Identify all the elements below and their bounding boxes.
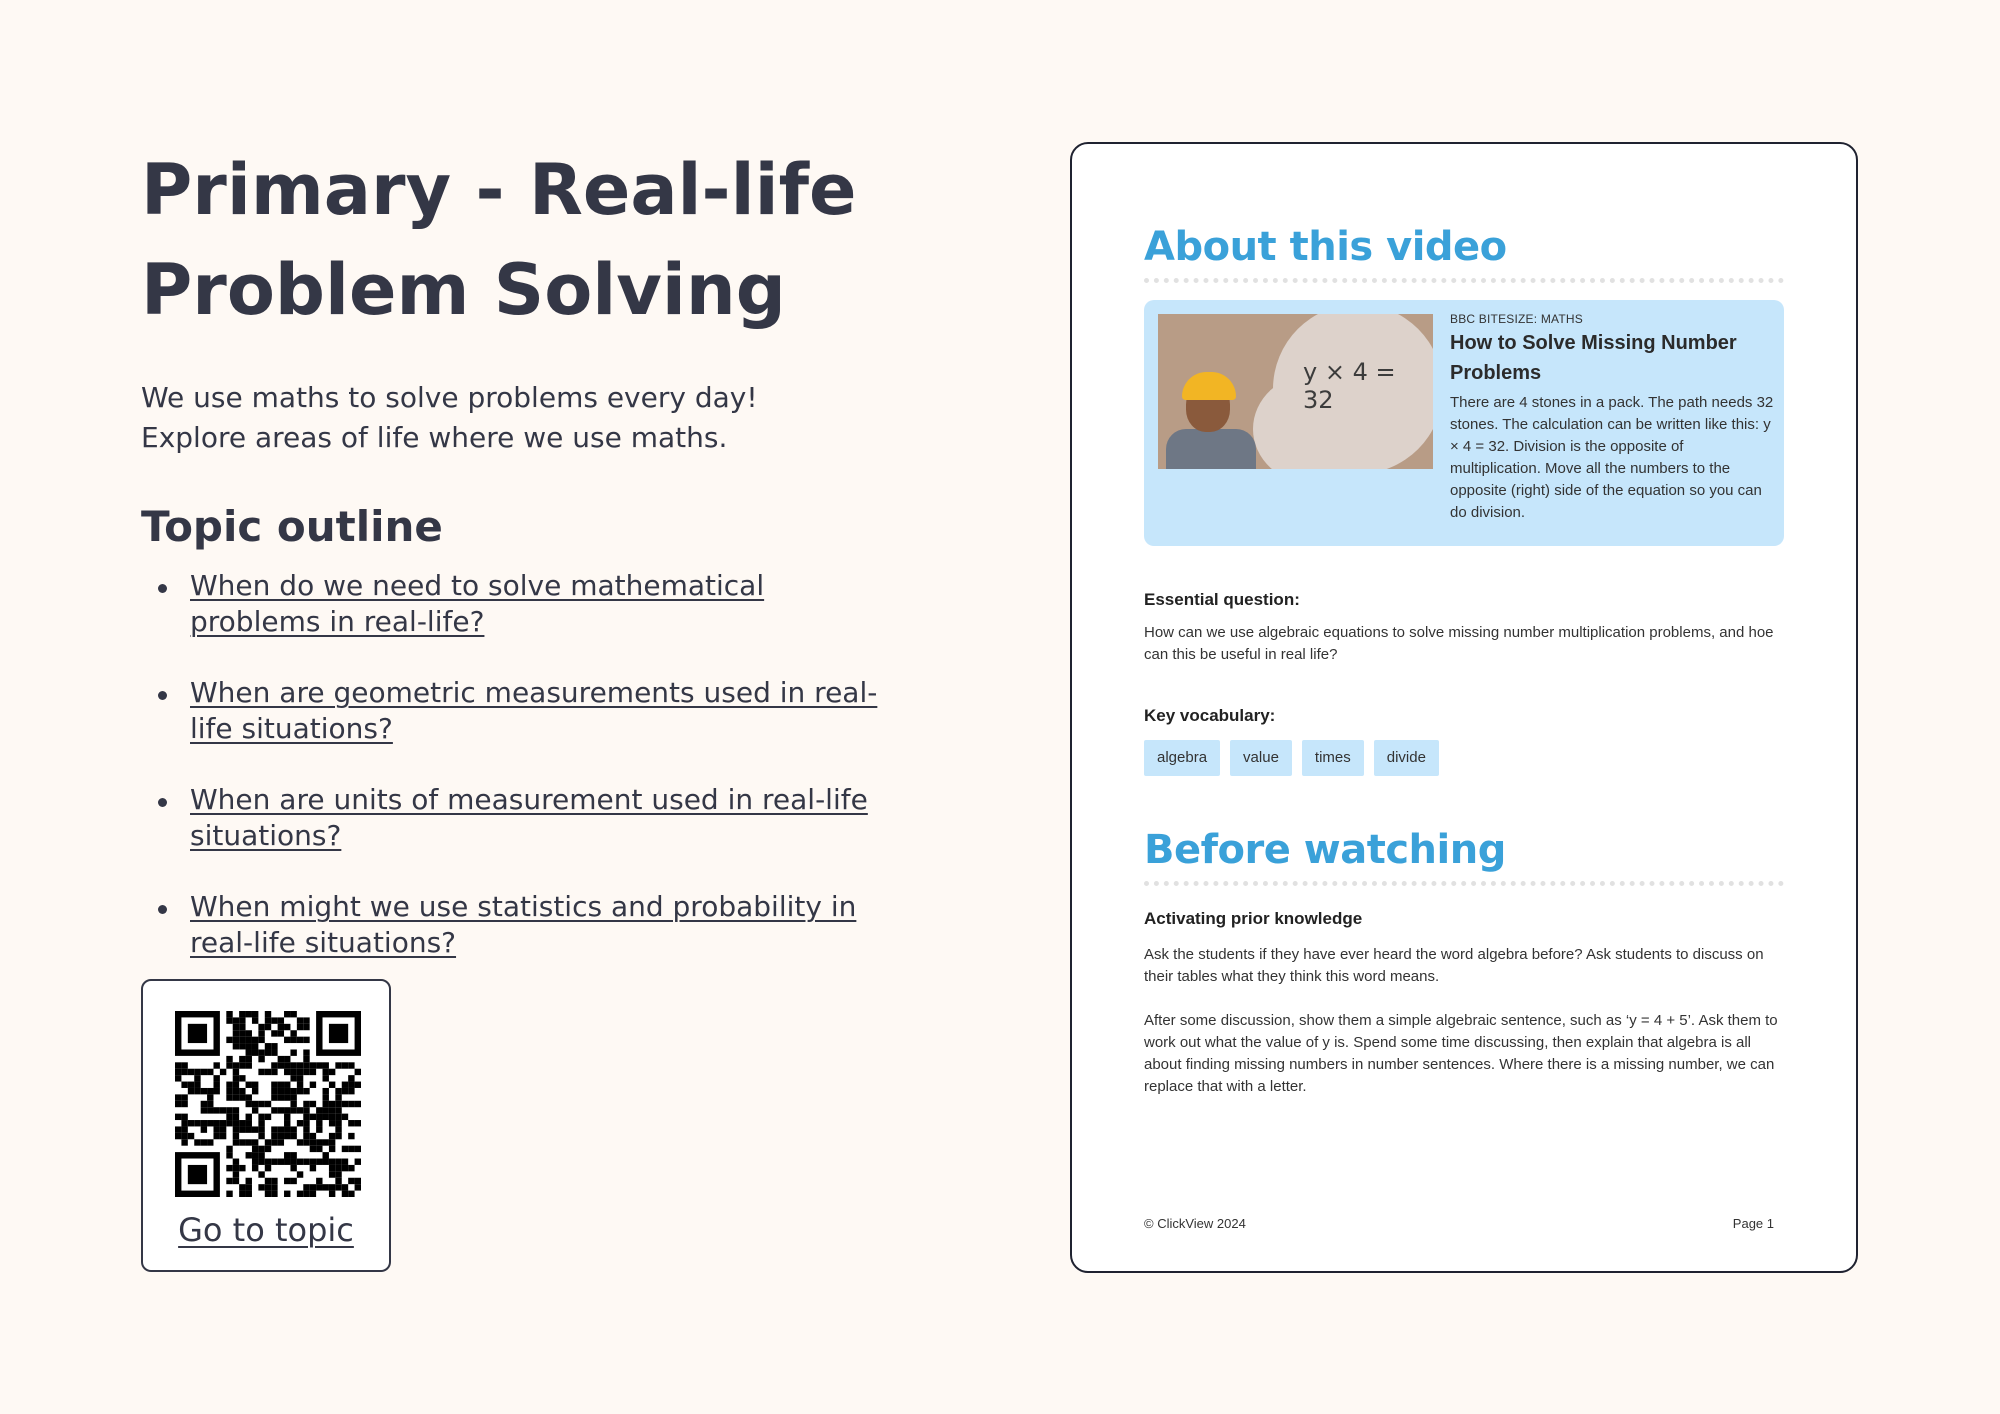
outline-link[interactable]: When might we use statistics and probability in real-life situations? (190, 890, 857, 959)
topic-outline-heading: Topic outline (141, 502, 443, 551)
outline-link[interactable]: When do we need to solve mathematical problems in real-life? (190, 569, 765, 638)
before-watching-heading: Before watching (1144, 827, 1506, 873)
intro-text: We use maths to solve problems every day! Explore areas of life where we use maths. (141, 381, 758, 454)
bullet-icon (158, 584, 167, 593)
qr-card[interactable] (141, 979, 391, 1272)
vocab-tag: algebra (1144, 740, 1220, 776)
about-video-heading: About this video (1144, 224, 1507, 270)
prior-knowledge-paragraph-2: After some discussion, show them a simple algebraic sentence, such as ‘y = 4 + 5’. Ask them to work out what the value of y is. Spend some time discussing, then explain that algebra is all about finding missing numbers in number sentences. Where there is a missing number, we can replace that with a letter. (1144, 1012, 1778, 1095)
page-title (141, 140, 881, 340)
prior-knowledge-label: Activating prior knowledge (1144, 909, 1363, 928)
video-description: There are 4 stones in a pack. The path needs 32 stones. The calculation can be written like this: y × 4 = 32. Division is the opposite of multiplication. Move all the numbers to the opposite (right) side of the equation so you can do division. (1450, 394, 1774, 521)
vocab-tag: divide (1374, 740, 1439, 776)
page-number: Page 1 (1732, 1216, 1774, 1231)
document-preview (1070, 142, 1858, 1273)
key-vocabulary-label: Key vocabulary: (1144, 706, 1276, 725)
divider (1144, 881, 1784, 886)
qr-code-icon[interactable] (175, 1011, 361, 1197)
list-item (141, 675, 881, 747)
video-title: How to Solve Missing Number Problems (1450, 332, 1737, 384)
list-item (141, 782, 881, 854)
list-item (141, 568, 881, 640)
character-body-shape (1166, 429, 1256, 469)
video-thumbnail[interactable] (1158, 314, 1433, 469)
essential-question-text: How can we use algebraic equations to solve missing number multiplication problems, and hoe can this be useful in real life? (1144, 624, 1774, 663)
outline-link[interactable]: When are geometric measurements used in real-life situations? (190, 676, 878, 745)
copyright-footer: © ClickView 2024 (1144, 1216, 1246, 1231)
thumbnail-equation: y × 4 = 32 (1303, 358, 1396, 414)
divider (1144, 278, 1784, 283)
outline-link[interactable]: When are units of measurement used in real-life situations? (190, 783, 868, 852)
video-card[interactable] (1144, 300, 1784, 546)
bullet-icon (158, 691, 167, 700)
essential-question-label: Essential question: (1144, 590, 1300, 609)
page-title-line-2: Problem Solving (141, 249, 786, 331)
bullet-icon (158, 798, 167, 807)
vocab-tag: times (1302, 740, 1364, 776)
prior-knowledge-paragraph-1: Ask the students if they have ever heard the word algebra before? Ask students to discuss on their tables what they think this word means. (1144, 946, 1764, 985)
bullet-icon (158, 905, 167, 914)
topic-panel (141, 140, 881, 996)
vocabulary-tags (1144, 740, 1439, 776)
hard-hat-icon (1182, 372, 1236, 400)
list-item (141, 889, 881, 961)
go-to-topic-link[interactable]: Go to topic (178, 1211, 354, 1249)
page-title-line-1: Primary - Real-life (141, 149, 857, 231)
topic-outline-list (141, 568, 881, 961)
video-source: BBC BITESIZE: MATHS (1450, 312, 1583, 326)
vocab-tag: value (1230, 740, 1292, 776)
